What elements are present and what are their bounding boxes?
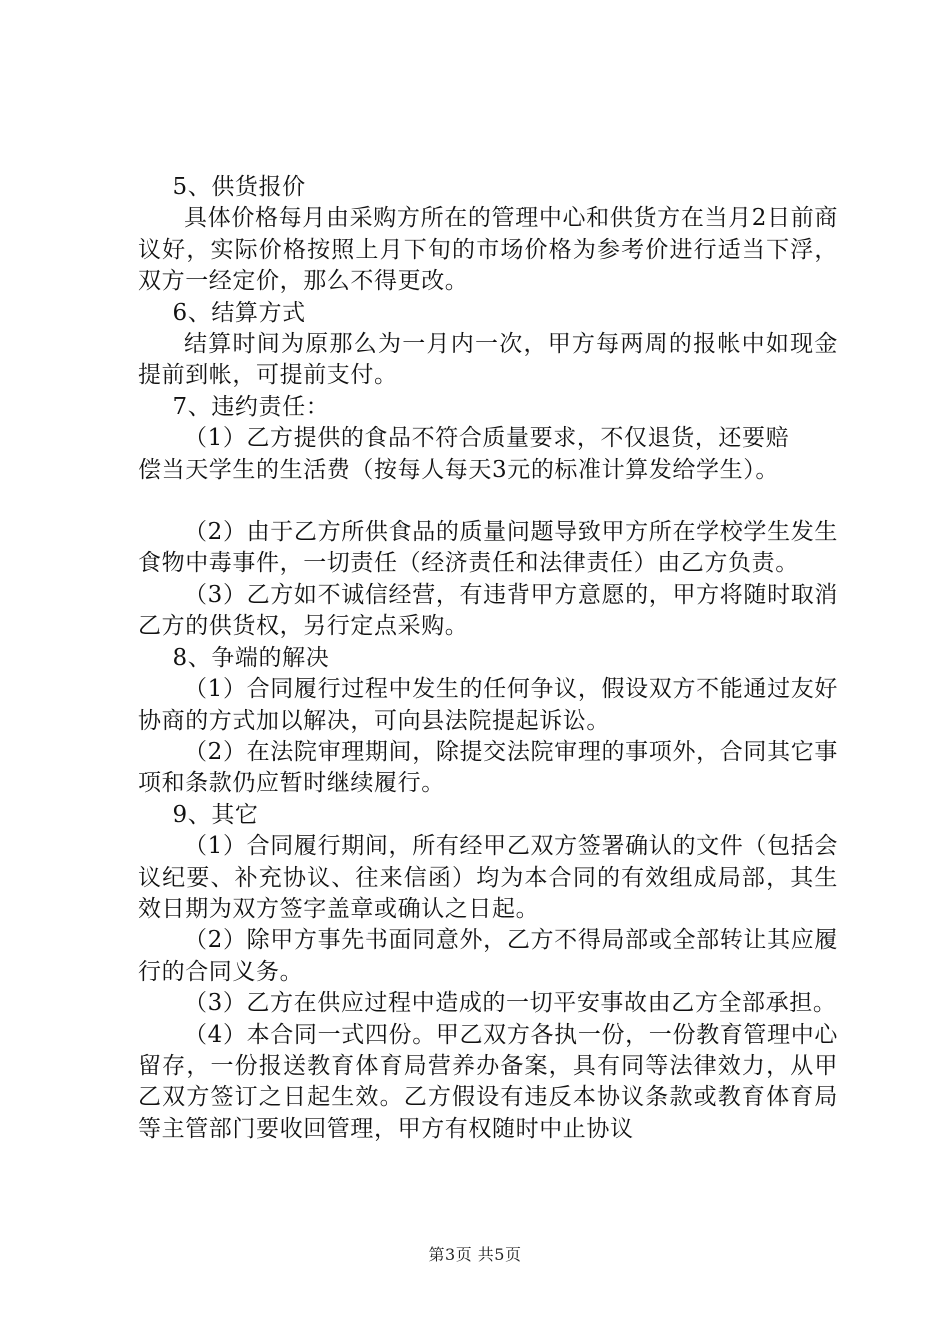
paragraph-liability-1-line-1: （1）乙方提供的食品不符合质量要求，不仅退货，还要赔: [184, 425, 790, 452]
page-footer: 第3页 共5页: [428, 1245, 522, 1264]
section-heading-settlement: 6、结算方式: [172, 299, 306, 326]
paragraph-pricing: 具体价格每月由采购方所在的管理中心和供货方在当月2日前商议好，实际价格按照上月下旬的市场价格为参考价进行适当下浮，双方一经定价，那么不得更改。: [138, 205, 838, 295]
paragraph-liability-1-line-2: 偿当天学生的生活费（按每人每天3元的标准计算发给学生）。: [138, 456, 779, 483]
paragraph-other-4: （4）本合同一式四份。甲乙双方各执一份，一份教育管理中心留存，一份报送教育体育局营养办备案，具有同等法律效力，从甲乙双方签订之日起生效。乙方假设有违反本协议条款或教育体育局等主管部门要收回管理，甲方有权随时中止协议: [138, 1021, 838, 1142]
paragraph-dispute-2: （2）在法院审理期间，除提交法院审理的事项外，合同其它事项和条款仍应暂时继续履行。: [138, 738, 838, 797]
paragraph-other-1: （1）合同履行期间，所有经甲乙双方签署确认的文件（包括会议纪要、补充协议、往来信函）均为本合同的有效组成局部，其生效日期为双方签字盖章或确认之日起。: [138, 833, 838, 922]
document-body: [138, 172, 838, 1145]
paragraph-other-3: （3）乙方在供应过程中造成的一切平安事故由乙方全部承担。: [184, 990, 837, 1017]
section-heading-other: 9、其它: [172, 801, 259, 828]
section-heading-dispute: 8、争端的解决: [172, 644, 330, 671]
section-heading-liability: 7、违约责任：: [172, 393, 330, 420]
paragraph-dispute-1: （1）合同履行过程中发生的任何争议，假设双方不能通过友好协商的方式加以解决，可向县法院提起诉讼。: [138, 676, 838, 734]
section-heading-pricing: 5、供货报价: [172, 174, 306, 200]
paragraph-liability-2: （2）由于乙方所供食品的质量问题导致甲方所在学校学生发生食物中毒事件，一切责任（经济责任和法律责任）由乙方负责。: [138, 519, 838, 577]
paragraph-liability-3: （3）乙方如不诚信经营，有违背甲方意愿的，甲方将随时取消乙方的供货权，另行定点采购。: [138, 581, 838, 640]
paragraph-other-2: （2）除甲方事先书面同意外，乙方不得局部或全部转让其应履行的合同义务。: [138, 927, 838, 985]
paragraph-settlement: 结算时间为原那么为一月内一次，甲方每两周的报帐中如现金提前到帐，可提前支付。: [138, 331, 838, 389]
